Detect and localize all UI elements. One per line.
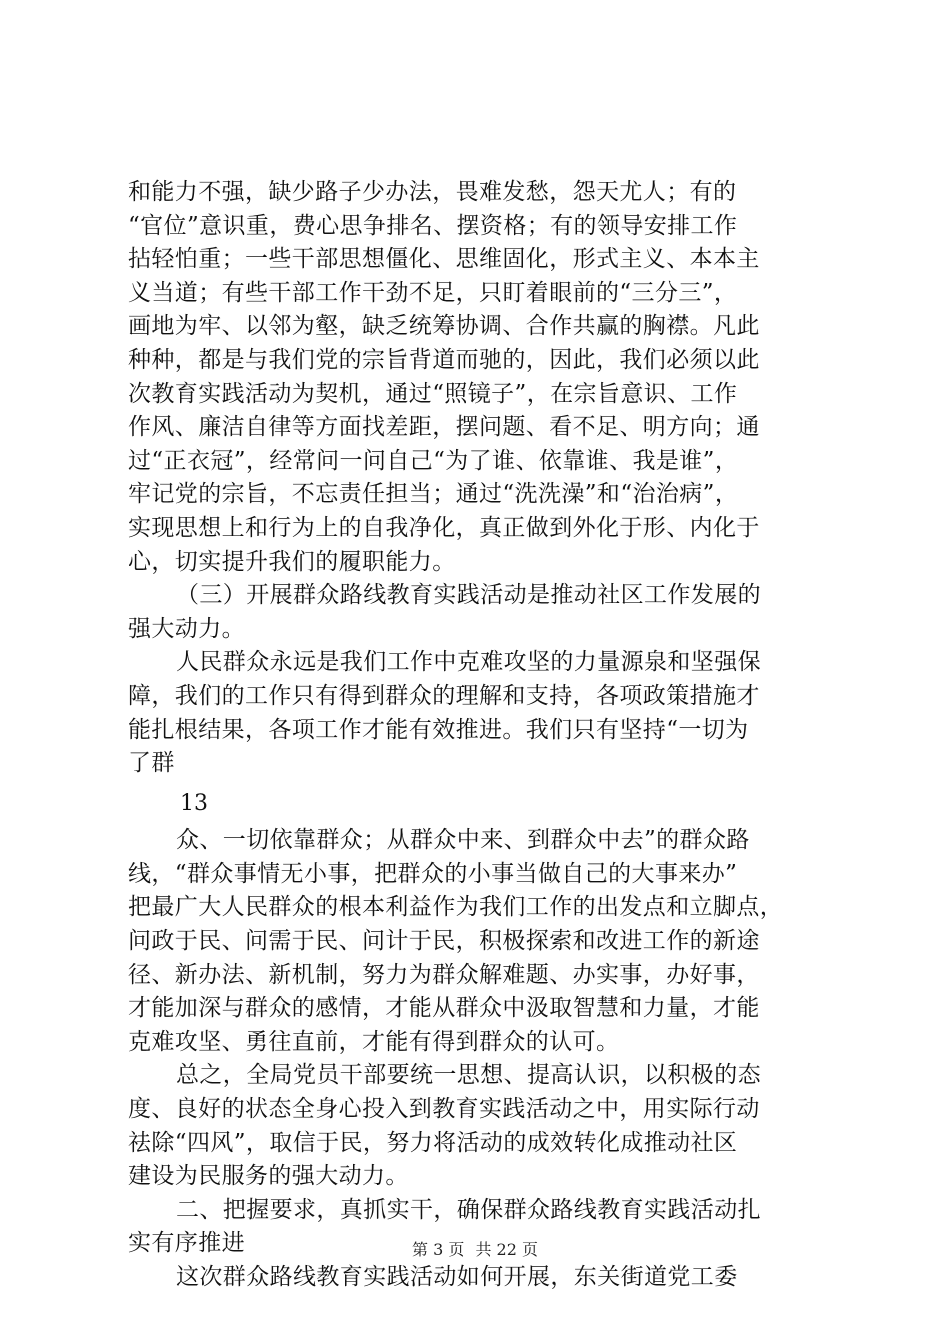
body-text — [128, 176, 840, 1295]
section-heading: （三）开展群众路线教育实践活动是推动社区工作发展的 — [176, 582, 761, 609]
section-heading: 二、把握要求，真抓实干，确保群众路线教育实践活动扎 — [176, 1196, 761, 1223]
footer-page-label: 第 3 页 — [412, 1240, 465, 1259]
text-line: “官位”意识重，费心思争排名、摆资格；有的领导安排工作 — [128, 212, 738, 239]
footer-total-label: 共 22 页 — [475, 1240, 538, 1259]
text-line: 义当道；有些干部工作干劲不足，只盯着眼前的“三分三”， — [128, 279, 738, 306]
section-heading-continued: 强大动力。 — [128, 615, 245, 642]
paragraph-start: 这次群众路线教育实践活动如何开展，东关街道党工委 — [176, 1264, 738, 1290]
text-line: 作风、廉洁自律等方面找差距，摆问题、看不足、明方向；通 — [128, 414, 760, 441]
section-heading-continued: 实有序推进 — [128, 1230, 245, 1257]
text-line: 次教育实践活动为契机，通过“照镜子”，在宗旨意识、工作 — [128, 380, 738, 407]
text-line: 障，我们的工作只有得到群众的理解和支持，各项政策措施才 — [128, 682, 760, 709]
text-line: 种种，都是与我们党的宗旨背道而驰的，因此，我们必须以此 — [128, 346, 760, 373]
text-line: 和能力不强，缺少路子少办法，畏难发愁，怨天尤人；有的 — [128, 179, 737, 205]
text-line: 牢记党的宗旨，不忘责任担当；通过“洗洗澡”和“治治病”， — [128, 481, 739, 508]
text-line: 克难攻坚、勇往直前，才能有得到群众的认可。 — [128, 1028, 620, 1055]
text-line: 祛除“四风”，取信于民，努力将活动的成效转化成推动社区 — [128, 1129, 738, 1156]
text-line: 过“正衣冠”，经常问一问自己“为了谁、依靠谁、我是谁”， — [128, 447, 739, 474]
text-line: 线，“群众事情无小事，把群众的小事当做自己的大事来办” — [128, 860, 738, 887]
text-line: 心，切实提升我们的履职能力。 — [128, 548, 456, 575]
text-line: 问政于民、问需于民、问计于民，积极探索和改进工作的新途 — [128, 928, 760, 955]
text-line: 拈轻怕重；一些干部思想僵化、思维固化，形式主义、本本主 — [128, 246, 760, 273]
text-line: 能扎根结果，各项工作才能有效推进。我们只有坚持“一切为 — [128, 716, 749, 743]
paragraph-start: 总之，全局党员干部要统一思想、提高认识，以积极的态 — [176, 1062, 761, 1089]
text-line: 把最广大人民群众的根本利益作为我们工作的出发点和立脚点， — [128, 894, 784, 921]
text-line: 径、新办法、新机制，努力为群众解难题、办实事，办好事， — [128, 961, 760, 988]
inline-page-number: 13 — [180, 790, 208, 816]
text-line: 了群 — [128, 750, 175, 777]
text-line: 实现思想上和行为上的自我净化，真正做到外化于形、内化于 — [128, 514, 760, 541]
text-line: 建设为民服务的强大动力。 — [128, 1163, 409, 1190]
page-footer — [0, 1240, 950, 1260]
text-line: 才能加深与群众的感情，才能从群众中汲取智慧和力量，才能 — [128, 995, 760, 1022]
paragraph-start: 人民群众永远是我们工作中克难攻坚的力量源泉和坚强保 — [176, 649, 761, 676]
text-line: 画地为牢、以邻为壑，缺乏统筹协调、合作共赢的胸襟。凡此 — [128, 313, 760, 340]
text-line: 众、一切依靠群众；从群众中来、到群众中去”的群众路 — [176, 827, 750, 854]
text-line: 度、良好的状态全身心投入到教育实践活动之中，用实际行动 — [128, 1096, 760, 1123]
